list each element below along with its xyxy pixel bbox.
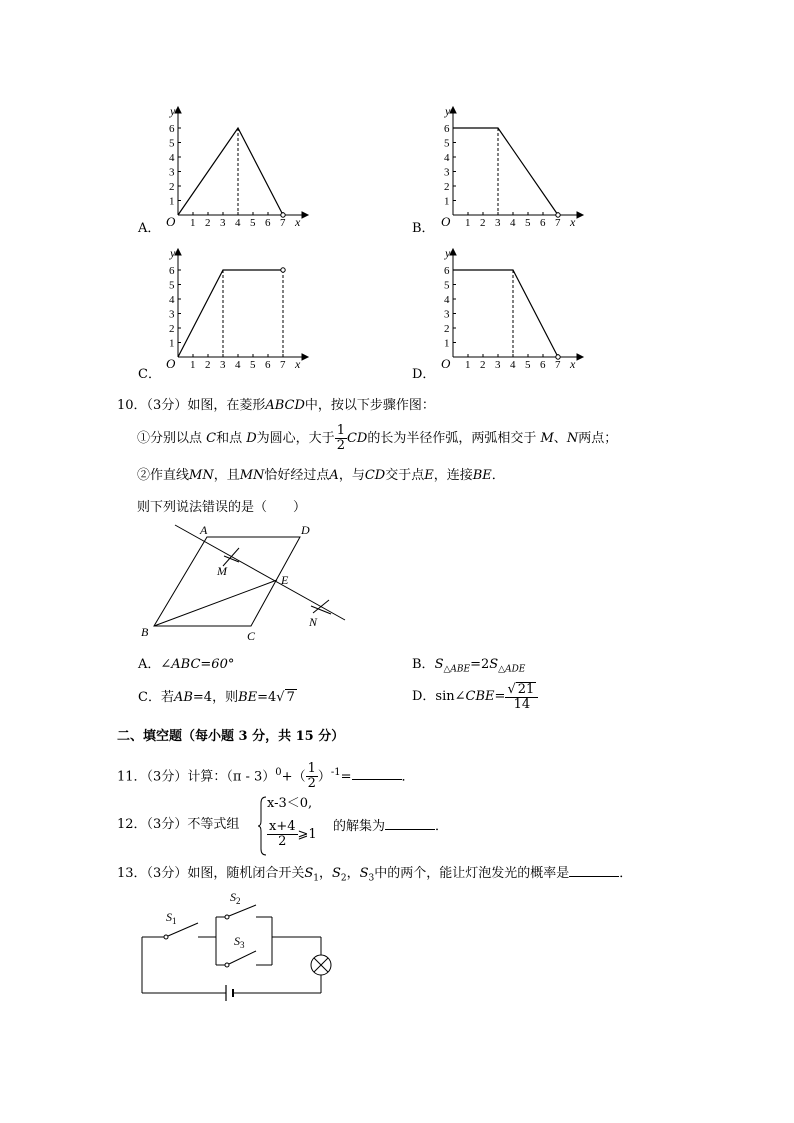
x-tick-label: 7	[555, 217, 561, 229]
y-tick-label: 5	[444, 137, 450, 150]
y-tick-label: 3	[169, 308, 175, 321]
function-line	[178, 270, 283, 357]
switch-s2-label: $S_2$	[230, 890, 241, 906]
rhombus-figure	[135, 520, 355, 645]
section-2-title: 二、填空题（每小题 3 分，共 15 分）	[117, 729, 345, 744]
answer-blank[interactable]	[352, 767, 402, 780]
y-axis-label: y	[170, 247, 176, 260]
y-axis-label: y	[170, 105, 176, 118]
x-tick-label: 5	[525, 359, 531, 371]
x-tick-label: 4	[235, 217, 241, 229]
y-axis-label: y	[445, 105, 451, 118]
open-endpoint	[281, 268, 285, 272]
axes	[175, 107, 308, 218]
q10-option-b[interactable]: B．$S_{\triangle ABE}=2S_{\triangle ADE}$	[412, 657, 526, 675]
graph-c	[160, 247, 310, 372]
y-tick-label: 1	[444, 337, 450, 350]
y-tick-label: 6	[169, 123, 175, 135]
x-tick-label: 2	[480, 359, 486, 371]
open-endpoint	[556, 355, 560, 359]
fraction-half: $\frac{1}{2}$	[336, 423, 345, 453]
y-tick-label: 5	[169, 279, 175, 292]
point-a-label: A	[200, 523, 208, 537]
answer-blank[interactable]	[569, 864, 619, 877]
answer-blank[interactable]	[385, 817, 435, 830]
rhombus-abcd	[154, 537, 300, 626]
y-tick-label: 4	[169, 152, 175, 164]
y-tick-label: 2	[169, 181, 175, 193]
switch-s3-label: $S_3$	[234, 934, 245, 950]
function-line	[453, 128, 558, 215]
point-b-label: B	[141, 625, 149, 639]
y-tick-label: 4	[169, 294, 175, 306]
x-tick-label: 1	[465, 217, 471, 229]
point-m-label: M	[217, 564, 227, 578]
fraction-sqrt21-14: $\frac{√ 21}{14}$	[505, 682, 538, 712]
y-tick-label: 2	[169, 323, 175, 335]
switch-s1-label: $S_1$	[166, 910, 177, 926]
y-tick-label: 6	[169, 265, 175, 277]
y-tick-label: 5	[169, 137, 175, 150]
axes	[450, 249, 583, 360]
q11: 11．（3分）计算：（π - 3）$^0$+（ $\frac{1}{2}$ ）$^{-1}$= ．	[117, 761, 415, 792]
x-tick-label: 1	[465, 359, 471, 371]
y-tick-label: 4	[444, 152, 450, 164]
inequality-1: x-3＜0,	[267, 796, 313, 811]
x-tick-label: 3	[220, 359, 226, 371]
sqrt-symbol: √	[507, 681, 516, 697]
x-tick-label: 2	[480, 217, 486, 229]
graph-b	[435, 105, 585, 230]
x-axis-label: x	[570, 215, 576, 229]
graph-d	[435, 247, 585, 372]
q12-suffix: 的解集为 ．	[333, 819, 449, 834]
y-tick-label: 6	[444, 265, 450, 277]
x-axis-label: x	[570, 357, 576, 371]
graph-a	[160, 105, 310, 230]
q10-option-d[interactable]: D．sin∠CBE= $\frac{√ 21}{14}$	[412, 681, 538, 713]
y-tick-label: 3	[444, 166, 450, 179]
y-tick-label: 1	[169, 337, 175, 350]
option-c-label[interactable]: C．	[138, 367, 161, 382]
q13: 13．（3分）如图，随机闭合开关$S_1$，$S_2$，$S_3$中的两个，能让灯泡发光的概率是 ．	[117, 866, 633, 884]
x-tick-label: 5	[250, 217, 256, 229]
y-tick-label: 3	[444, 308, 450, 321]
x-tick-label: 4	[510, 217, 516, 229]
q10-stem: 10．（3分）如图，在菱形ABCD中，按以下步骤作图：	[117, 398, 435, 413]
x-tick-label: 3	[495, 359, 501, 371]
x-tick-label: 2	[205, 217, 211, 229]
fraction-x4-2: $\frac{x+4}{2}$	[269, 819, 296, 849]
origin-label: O	[166, 356, 176, 371]
y-tick-label: 1	[444, 195, 450, 208]
x-tick-label: 6	[540, 359, 546, 371]
x-tick-label: 4	[510, 359, 516, 371]
circuit-figure	[130, 885, 340, 1005]
line-mn	[175, 525, 345, 620]
y-axis-label: y	[445, 247, 451, 260]
x-tick-label: 1	[190, 217, 196, 229]
x-tick-label: 7	[280, 217, 286, 229]
q10-step1: ①分别以点 C和点 D为圆心，大于 $\frac{1}{2}$ CD的长为半径作弧，两弧相交于 M、N两点；	[137, 423, 618, 453]
x-tick-label: 5	[250, 359, 256, 371]
inequality-system	[257, 795, 337, 857]
q10-ask: 则下列说法错误的是（ ）	[137, 500, 307, 515]
left-brace	[257, 795, 267, 857]
axes	[450, 107, 583, 218]
y-tick-label: 1	[169, 195, 175, 208]
x-tick-label: 7	[280, 359, 286, 371]
option-a-label[interactable]: A．	[138, 221, 161, 236]
x-tick-label: 2	[205, 359, 211, 371]
y-tick-label: 3	[169, 166, 175, 179]
open-endpoint	[281, 213, 285, 217]
q10-step2: ②作直线MN，且MN恰好经过点A，与CD交于点E，连接BE．	[137, 468, 505, 483]
open-endpoint	[556, 213, 560, 217]
fraction-half: $\frac{1}{2}$	[307, 761, 316, 792]
x-axis-label: x	[295, 215, 301, 229]
x-tick-label: 6	[265, 359, 271, 371]
sqrt-symbol: √	[276, 690, 285, 705]
y-tick-label: 4	[444, 294, 450, 306]
option-d-label[interactable]: D．	[412, 367, 436, 382]
function-line	[453, 270, 558, 357]
origin-label: O	[441, 214, 451, 229]
segment-be	[154, 580, 277, 626]
q12: 12．（3分）不等式组	[117, 817, 240, 832]
y-tick-label: 2	[444, 181, 450, 193]
q10-option-c[interactable]: C．若AB=4，则BE=4√ 7	[138, 690, 295, 705]
x-tick-label: 6	[265, 217, 271, 229]
origin-label: O	[166, 214, 176, 229]
point-n-label: N	[309, 615, 318, 629]
origin-label: O	[441, 356, 451, 371]
y-tick-label: 2	[444, 323, 450, 335]
inequality-2-rhs: ⩾1	[297, 827, 317, 842]
y-tick-label: 5	[444, 279, 450, 292]
point-c-label: C	[247, 629, 256, 643]
axes	[175, 249, 308, 360]
q10-option-a[interactable]: A．∠ABC=60°	[138, 657, 235, 672]
option-b-label[interactable]: B．	[412, 221, 435, 236]
x-tick-label: 4	[235, 359, 241, 371]
function-line	[178, 128, 283, 215]
point-d-label: D	[301, 523, 310, 537]
x-tick-label: 6	[540, 217, 546, 229]
x-axis-label: x	[295, 357, 301, 371]
point-e-label: E	[281, 573, 289, 587]
y-tick-label: 6	[444, 123, 450, 135]
arc-n	[313, 600, 329, 613]
x-tick-label: 5	[525, 217, 531, 229]
x-tick-label: 1	[190, 359, 196, 371]
x-tick-label: 3	[495, 217, 501, 229]
x-tick-label: 3	[220, 217, 226, 229]
x-tick-label: 7	[555, 359, 561, 371]
